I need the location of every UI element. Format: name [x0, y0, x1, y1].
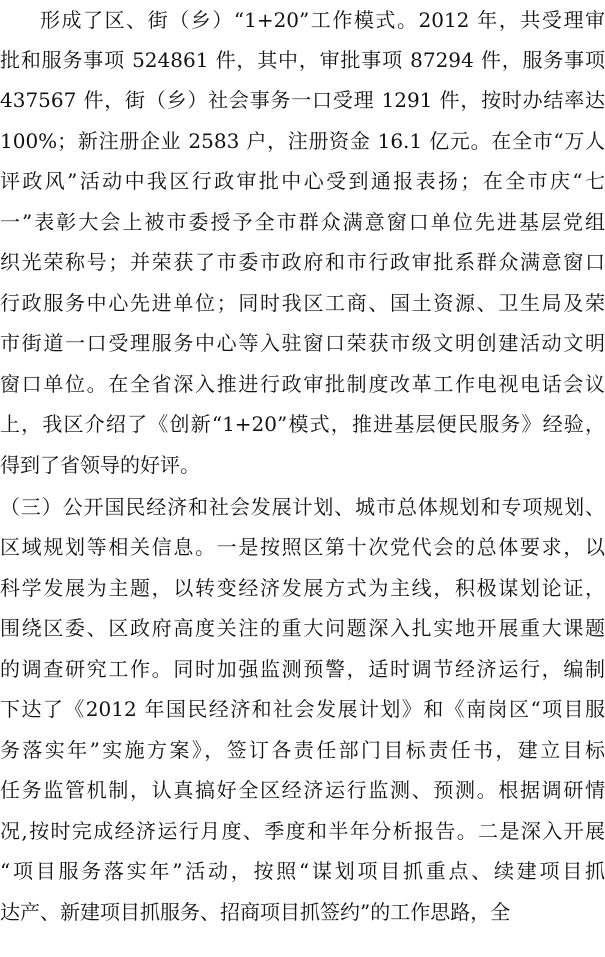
text-line-14: 区域规划等相关信息。一是按照区第十次党代会的总体要求，以 [0, 535, 605, 559]
text-line-15: 科学发展为主题，以转变经济发展方式为主线，积极谋划论证， [0, 576, 605, 600]
text-line-1: 形成了区、街（乡）“1+20”工作模式。2012 年，共受理审 [40, 8, 605, 32]
text-line-4: 100%；新注册企业 2583 户，注册资金 16.1 亿元。在全市“万人 [0, 129, 605, 153]
text-line-20: 任务监管机制，认真搞好全区经济运行监测、预测。根据调研情 [0, 778, 605, 802]
text-line-16: 围绕区委、区政府高度关注的重大问题深入扎实地开展重大课题 [0, 616, 605, 640]
section-heading-line: （三）公开国民经济和社会发展计划、城市总体规划和专项规划、 [0, 495, 605, 519]
text-line-2: 批和服务事项 524861 件，其中，审批事项 87294 件，服务事项 [0, 48, 605, 72]
text-line-19: 务落实年”实施方案》，签订各责任部门目标责任书，建立目标 [0, 738, 605, 762]
text-line-8: 行政服务中心先进单位；同时我区工商、国土资源、卫生局及荣 [0, 291, 605, 315]
text-line-3: 437567 件，街（乡）社会事务一口受理 1291 件，按时办结率达 [0, 88, 605, 112]
text-line-23: 达产、新建项目抓服务、招商项目抓签约”的工作思路，全 [0, 900, 511, 924]
text-line-17: 的调查研究工作。同时加强监测预警，适时调节经济运行，编制 [0, 657, 605, 681]
text-line-11: 上，我区介绍了《创新“1+20”模式，推进基层便民服务》经验， [0, 412, 605, 436]
text-line-22: “项目服务落实年”活动，按照“谋划项目抓重点、续建项目抓 [0, 859, 605, 883]
text-line-10: 窗口单位。在全省深入推进行政审批制度改革工作电视电话会议 [0, 372, 605, 396]
text-line-18: 下达了《2012 年国民经济和社会发展计划》和《南岗区“项目服 [0, 697, 605, 721]
text-line-5: 评政风”活动中我区行政审批中心受到通报表扬；在全市庆“七 [0, 169, 605, 193]
text-line-6: 一”表彰大会上被市委授予全市群众满意窗口单位先进基层党组 [0, 210, 605, 234]
text-line-7: 织光荣称号；并荣获了市委市政府和市行政审批系群众满意窗口 [0, 250, 605, 274]
text-line-12: 得到了省领导的好评。 [0, 453, 200, 477]
text-line-21: 况,按时完成经济运行月度、季度和半年分析报告。二是深入开展 [0, 819, 605, 843]
text-line-9: 市街道一口受理服务中心等入驻窗口荣获市级文明创建活动文明 [0, 331, 605, 355]
